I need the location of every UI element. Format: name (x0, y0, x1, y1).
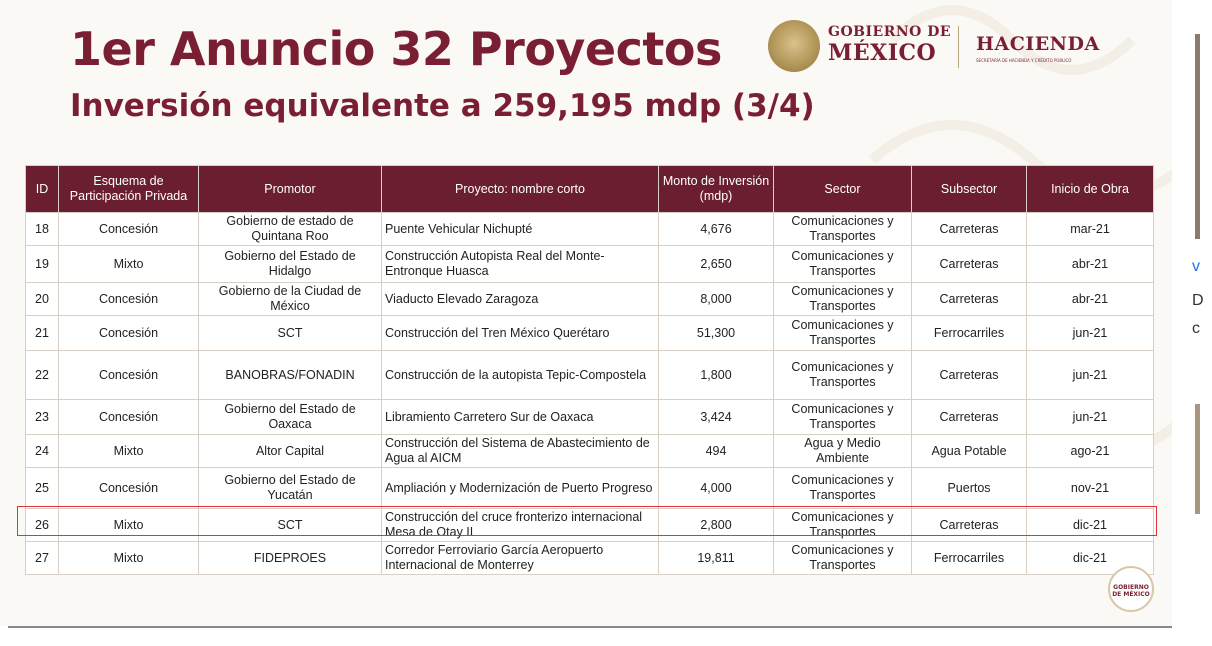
cell-promotor: SCT (199, 316, 382, 351)
cell-monto: 2,800 (659, 509, 774, 542)
cell-inicio: ago-21 (1027, 435, 1154, 468)
cell-id: 23 (26, 400, 59, 435)
cell-monto: 4,676 (659, 213, 774, 246)
side-text-c: c (1192, 320, 1200, 337)
cell-sector: Comunicaciones y Transportes (774, 246, 912, 283)
logo-agency-sub: SECRETARÍA DE HACIENDA Y CRÉDITO PÚBLICO (976, 58, 1072, 63)
side-panel (1172, 0, 1204, 646)
header-sector: Sector (774, 166, 912, 213)
cell-proyecto: Puente Vehicular Nichupté (382, 213, 659, 246)
logo-agency: HACIENDA (976, 33, 1100, 55)
cell-promotor: Gobierno del Estado de Oaxaca (199, 400, 382, 435)
cell-esquema: Concesión (59, 316, 199, 351)
government-logo (768, 18, 1118, 78)
slide-title: 1er Anuncio 32 Proyectos (70, 22, 722, 76)
cell-id: 19 (26, 246, 59, 283)
logo-divider (958, 26, 959, 68)
table-row (26, 542, 1154, 575)
cell-proyecto: Construcción Autopista Real del Monte-Entronque Huasca (382, 246, 659, 283)
cell-subsector: Ferrocarriles (912, 542, 1027, 575)
cell-monto: 494 (659, 435, 774, 468)
table-header-row (26, 166, 1154, 213)
cell-promotor: Gobierno del Estado de Hidalgo (199, 246, 382, 283)
side-thumbnail[interactable] (1195, 34, 1200, 239)
cell-proyecto: Construcción del Sistema de Abastecimiento de Agua al AICM (382, 435, 659, 468)
table-row (26, 435, 1154, 468)
cell-id: 25 (26, 468, 59, 509)
cell-proyecto: Construcción del cruce fronterizo internacional Mesa de Otay II (382, 509, 659, 542)
cell-esquema: Concesión (59, 468, 199, 509)
cell-promotor: FIDEPROES (199, 542, 382, 575)
cell-subsector: Carreteras (912, 400, 1027, 435)
cell-esquema: Mixto (59, 542, 199, 575)
side-text-d: D (1192, 292, 1204, 309)
table-row (26, 468, 1154, 509)
table-row (26, 316, 1154, 351)
bottom-divider (8, 626, 1172, 628)
cell-proyecto: Ampliación y Modernización de Puerto Progreso (382, 468, 659, 509)
cell-promotor: Gobierno del Estado de Yucatán (199, 468, 382, 509)
cell-id: 27 (26, 542, 59, 575)
cell-monto: 2,650 (659, 246, 774, 283)
cell-esquema: Mixto (59, 435, 199, 468)
cell-monto: 1,800 (659, 351, 774, 400)
cell-subsector: Puertos (912, 468, 1027, 509)
cell-inicio: abr-21 (1027, 246, 1154, 283)
cell-esquema: Mixto (59, 246, 199, 283)
header-monto: Monto de Inversión (mdp) (659, 166, 774, 213)
government-badge-icon (1108, 566, 1154, 612)
cell-esquema: Concesión (59, 351, 199, 400)
national-seal-icon (768, 20, 820, 72)
cell-subsector: Carreteras (912, 509, 1027, 542)
cell-monto: 8,000 (659, 283, 774, 316)
cell-inicio: dic-21 (1027, 509, 1154, 542)
cell-subsector: Carreteras (912, 351, 1027, 400)
cell-inicio: jun-21 (1027, 351, 1154, 400)
logo-line2: MÉXICO (828, 40, 937, 66)
logo-line1: GOBIERNO DE (828, 24, 952, 40)
table-row (26, 213, 1154, 246)
badge-text: GOBIERNO DE MÉXICO (1112, 584, 1150, 598)
cell-id: 22 (26, 351, 59, 400)
cell-subsector: Agua Potable (912, 435, 1027, 468)
cell-sector: Comunicaciones y Transportes (774, 542, 912, 575)
header-promotor: Promotor (199, 166, 382, 213)
header-esquema: Esquema de Participación Privada (59, 166, 199, 213)
header-proyecto: Proyecto: nombre corto (382, 166, 659, 213)
cell-inicio: jun-21 (1027, 400, 1154, 435)
cell-inicio: nov-21 (1027, 468, 1154, 509)
cell-sector: Comunicaciones y Transportes (774, 316, 912, 351)
cell-monto: 51,300 (659, 316, 774, 351)
cell-esquema: Concesión (59, 213, 199, 246)
row-highlight-box (17, 506, 1157, 536)
cell-proyecto: Corredor Ferroviario García Aeropuerto Internacional de Monterrey (382, 542, 659, 575)
cell-id: 26 (26, 509, 59, 542)
cell-promotor: Gobierno de la Ciudad de México (199, 283, 382, 316)
cell-monto: 3,424 (659, 400, 774, 435)
cell-proyecto: Viaducto Elevado Zaragoza (382, 283, 659, 316)
cell-sector: Comunicaciones y Transportes (774, 468, 912, 509)
cell-inicio: abr-21 (1027, 283, 1154, 316)
cell-sector: Agua y Medio Ambiente (774, 435, 912, 468)
cell-subsector: Carreteras (912, 246, 1027, 283)
cell-proyecto: Construcción del Tren México Querétaro (382, 316, 659, 351)
cell-id: 21 (26, 316, 59, 351)
cell-promotor: BANOBRAS/FONADIN (199, 351, 382, 400)
cell-proyecto: Libramiento Carretero Sur de Oaxaca (382, 400, 659, 435)
cell-id: 18 (26, 213, 59, 246)
table-row (26, 283, 1154, 316)
cell-proyecto: Construcción de la autopista Tepic-Compostela (382, 351, 659, 400)
cell-esquema: Concesión (59, 400, 199, 435)
table-row (26, 351, 1154, 400)
cell-subsector: Carreteras (912, 213, 1027, 246)
table-row (26, 246, 1154, 283)
header-inicio: Inicio de Obra (1027, 166, 1154, 213)
cell-esquema: Concesión (59, 283, 199, 316)
cell-sector: Comunicaciones y Transportes (774, 400, 912, 435)
cell-esquema: Mixto (59, 509, 199, 542)
cell-monto: 4,000 (659, 468, 774, 509)
cell-sector: Comunicaciones y Transportes (774, 213, 912, 246)
cell-promotor: SCT (199, 509, 382, 542)
cell-id: 20 (26, 283, 59, 316)
cell-sector: Comunicaciones y Transportes (774, 351, 912, 400)
cell-sector: Comunicaciones y Transportes (774, 283, 912, 316)
cell-inicio: dic-21 (1027, 542, 1154, 575)
cell-promotor: Altor Capital (199, 435, 382, 468)
table-row (26, 400, 1154, 435)
cell-inicio: mar-21 (1027, 213, 1154, 246)
cell-monto: 19,811 (659, 542, 774, 575)
header-id: ID (26, 166, 59, 213)
side-link[interactable]: v (1192, 258, 1200, 275)
cell-inicio: jun-21 (1027, 316, 1154, 351)
header-subsector: Subsector (912, 166, 1027, 213)
cell-id: 24 (26, 435, 59, 468)
cell-sector: Comunicaciones y Transportes (774, 509, 912, 542)
cell-promotor: Gobierno de estado de Quintana Roo (199, 213, 382, 246)
cell-subsector: Carreteras (912, 283, 1027, 316)
slide-subtitle: Inversión equivalente a 259,195 mdp (3/4) (70, 88, 815, 124)
cell-subsector: Ferrocarriles (912, 316, 1027, 351)
side-thumbnail[interactable] (1195, 404, 1200, 514)
